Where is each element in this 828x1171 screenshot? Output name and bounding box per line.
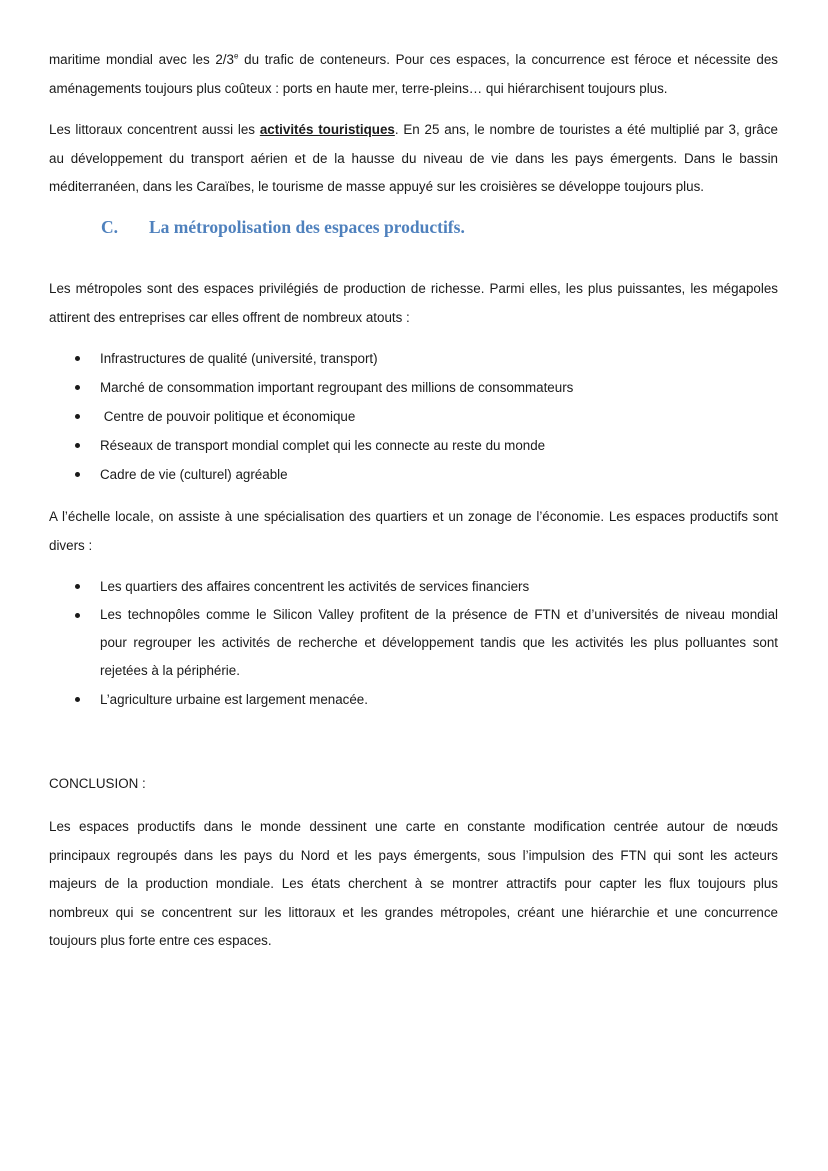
conclusion-label: CONCLUSION : — [49, 776, 146, 791]
intro-paragraph — [49, 46, 778, 103]
list-item: Les technopôles comme le Silicon Valley profitent de la présence de FTN et d’universités de niveau mondial pour regrouper les activités de recherche et développement tandis que les activités les plus polluantes sont rejetées à la périphérie. — [100, 607, 778, 678]
list-item: Réseaux de transport mondial complet qui les connecte au reste du monde — [100, 438, 546, 453]
tourism-line-1: Les littoraux concentrent aussi les activités touristiques. En 25 ans, le nombre de touristes a été multiplié par 3, grâce — [49, 122, 778, 137]
conclusion-paragraph — [49, 813, 778, 956]
tourism-line-2: au développement du transport aérien et de la hausse du niveau de vie dans les pays émergents. Dans le bassin — [49, 150, 778, 166]
assets-list — [73, 344, 778, 489]
local-scale-paragraph — [49, 503, 778, 560]
list-item: Cadre de vie (culturel) agréable — [100, 467, 288, 482]
section-title: La métropolisation des espaces productifs. — [149, 217, 465, 237]
list-item: Infrastructures de qualité (université, transport) — [100, 351, 378, 366]
list-item: Les quartiers des affaires concentrent les activités de services financiers — [100, 579, 530, 594]
conclusion-line-3: majeurs de la production mondiale. Les états cherchent à se montrer attractifs pour capter les flux toujours plus — [49, 876, 778, 891]
tourism-paragraph — [49, 116, 778, 202]
intro-line-1: maritime mondial avec les 2/3e du trafic de conteneurs. Pour ces espaces, la concurrence est féroce et nécessite des — [49, 51, 778, 67]
conclusion-line-5: toujours plus forte entre ces espaces. — [49, 933, 272, 948]
tourism-line-3: méditerranéen, dans les Caraïbes, le tourisme de masse appuyé sur les croisières se développe toujours plus. — [49, 179, 704, 194]
intro-line-2: aménagements toujours plus coûteux : ports en haute mer, terre-pleins… qui hiérarchisent toujours plus. — [49, 80, 668, 96]
conclusion-line-2: principaux regroupés dans les pays du Nord et les pays émergents, sous l’impulsion des FTN qui sont les acteurs — [49, 847, 778, 863]
conclusion-line-1: Les espaces productifs dans le monde dessinent une carte en constante modification centrée autour de nœuds — [49, 819, 778, 834]
emphasis-touristic-activities: activités touristiques — [259, 122, 395, 137]
local-line-1: A l’échelle locale, on assiste à une spécialisation des quartiers et un zonage de l’économie. Les espaces productifs sont — [49, 509, 778, 524]
list-item: Marché de consommation important regroupant des millions de consommateurs — [100, 380, 574, 395]
list-item: Centre de pouvoir politique et économique — [100, 409, 356, 424]
conclusion-line-4: nombreux qui se concentrent sur les littoraux et les grandes métropoles, créant une hiérarchie et une concurrence — [49, 904, 778, 920]
local-line-2: divers : — [49, 537, 93, 553]
metro-line-1: Les métropoles sont des espaces privilégiés de production de richesse. Parmi elles, les plus puissantes, les mégapoles — [49, 281, 778, 296]
metro-line-2: attirent des entreprises car elles offrent de nombreux atouts : — [49, 309, 410, 325]
superscript-e: e — [233, 51, 239, 61]
section-heading — [101, 217, 465, 238]
productive-spaces-list — [73, 572, 778, 714]
metropolis-intro-paragraph — [49, 275, 778, 332]
list-item: L’agriculture urbaine est largement menacée. — [100, 692, 368, 707]
section-number: C. — [101, 217, 119, 237]
